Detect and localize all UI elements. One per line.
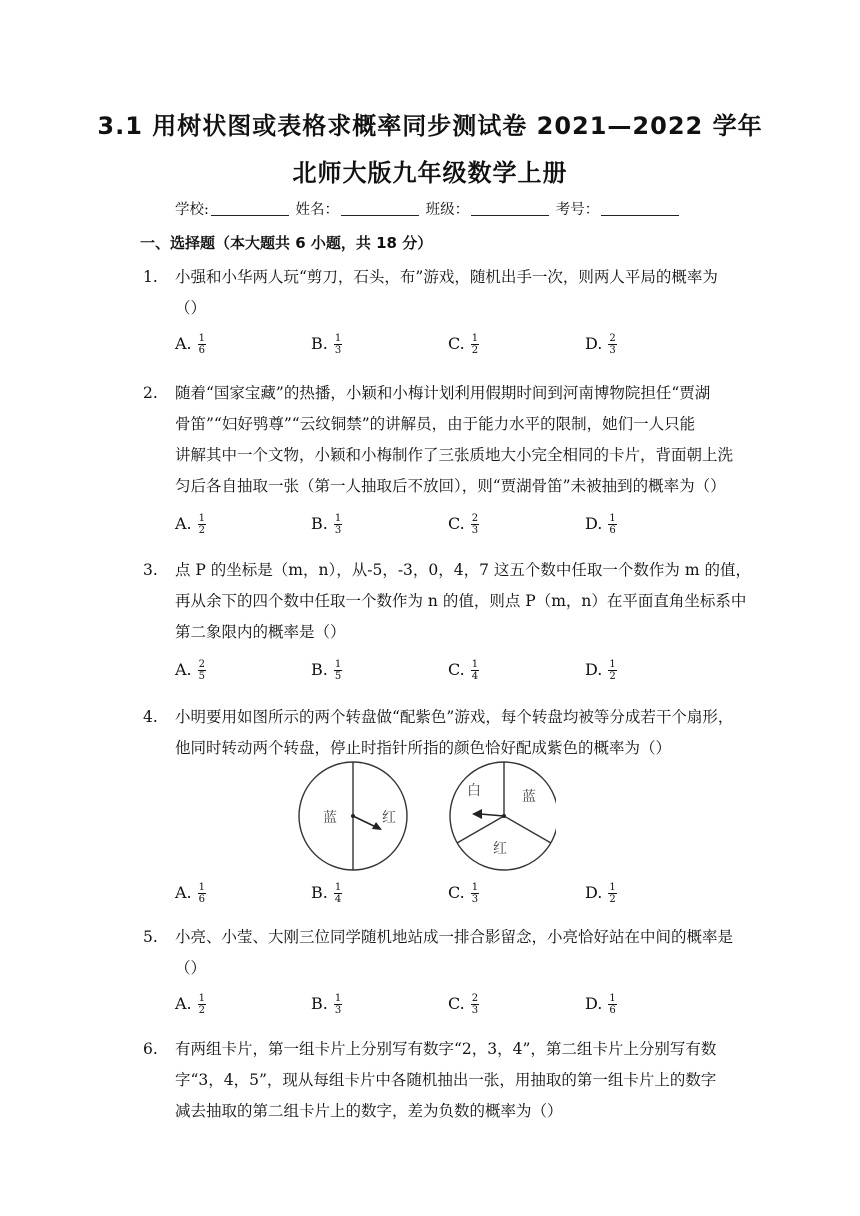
fraction	[608, 882, 616, 905]
denominator: 3	[471, 1005, 479, 1016]
fraction	[471, 882, 479, 905]
option-label: B.	[311, 994, 328, 1013]
question-text-line: 骨笛”“妇好鸮尊”“云纹铜禁”的讲解员，由于能力水平的限制，她们一人只能	[175, 415, 696, 433]
fraction	[471, 659, 479, 682]
fraction	[471, 993, 479, 1016]
option-label: B.	[311, 883, 328, 902]
denominator: 3	[334, 1005, 342, 1016]
denominator: 6	[198, 894, 206, 905]
option-label: B.	[311, 334, 328, 353]
denominator: 3	[471, 525, 479, 536]
school-label: 学校:	[175, 202, 209, 218]
denominator: 3	[334, 345, 342, 356]
fraction	[471, 513, 479, 536]
question-text-line: 字“3，4，5”，现从每组卡片中各随机抽出一张，用抽取的第一组卡片上的数字	[175, 1071, 717, 1089]
numerator: 1	[609, 513, 616, 524]
numerator: 1	[198, 993, 206, 1004]
option-label: A.	[175, 994, 192, 1013]
spinner-figure	[296, 760, 556, 872]
student-info-row	[175, 198, 681, 219]
question-text-line: 随着“国家宝藏”的热播，小颖和小梅计划利用假期时间到河南博物院担任“贾湖	[175, 384, 711, 402]
fraction	[334, 333, 342, 356]
class-blank	[471, 202, 549, 216]
option-b[interactable]	[311, 659, 342, 682]
option-label: D.	[585, 883, 603, 902]
denominator: 2	[198, 1005, 206, 1016]
fraction	[198, 659, 206, 682]
numerator: 1	[471, 882, 479, 893]
option-label: A.	[175, 660, 192, 679]
question-text-line: 小明要用如图所示的两个转盘做“配紫色”游戏，每个转盘均被等分成若干个扇形，	[175, 708, 734, 726]
fraction	[198, 513, 206, 536]
fraction	[608, 659, 616, 682]
numerator: 1	[471, 333, 479, 344]
denominator: 6	[609, 525, 616, 536]
numerator: 2	[198, 659, 206, 670]
option-label: A.	[175, 883, 192, 902]
numerator: 1	[609, 993, 616, 1004]
option-label: D.	[585, 660, 603, 679]
denominator: 6	[609, 1005, 616, 1016]
class-label: 班级：	[425, 202, 470, 218]
option-label: C.	[448, 994, 465, 1013]
option-a[interactable]	[175, 513, 206, 536]
question-text-line: （）	[175, 959, 207, 977]
spinner-2-label-blue: 蓝	[522, 789, 536, 805]
option-label: A.	[175, 334, 192, 353]
numerator: 1	[198, 513, 206, 524]
question-text-line: 再从余下的四个数中任取一个数作为 n 的值，则点 P（m，n）在平面直角坐标系中	[175, 592, 747, 610]
spinner-1-center	[351, 814, 355, 818]
question-text-line: 减去抽取的第二组卡片上的数字，差为负数的概率为（）	[175, 1102, 563, 1120]
fraction	[608, 993, 616, 1016]
spinner-1	[299, 762, 407, 870]
numerator: 1	[471, 659, 479, 670]
denominator: 2	[471, 345, 479, 356]
question-number: 4.	[143, 708, 158, 726]
numerator: 1	[334, 513, 342, 524]
option-b[interactable]	[311, 993, 342, 1016]
fraction	[198, 993, 206, 1016]
denominator: 5	[198, 671, 206, 682]
option-d[interactable]	[585, 513, 617, 536]
question-text-line: 讲解其中一个文物，小颖和小梅制作了三张质地大小完全相同的卡片，背面朝上洗	[175, 446, 734, 464]
fraction	[608, 333, 616, 356]
denominator: 4	[334, 894, 342, 905]
numerator: 1	[334, 882, 342, 893]
option-label: D.	[585, 334, 603, 353]
option-a[interactable]	[175, 882, 206, 905]
option-c[interactable]	[448, 659, 479, 682]
option-a[interactable]	[175, 993, 206, 1016]
fraction	[198, 882, 206, 905]
question-text-line: 他同时转动两个转盘，停止时指针所指的颜色恰好配成紫色的概率为（）	[175, 739, 672, 757]
numerator: 2	[471, 513, 479, 524]
spinner-2-center	[502, 814, 506, 818]
exam-number-label: 考号：	[555, 202, 600, 218]
fraction	[471, 333, 479, 356]
spinner-2-pointer	[480, 814, 504, 816]
option-label: A.	[175, 514, 192, 533]
option-b[interactable]	[311, 513, 342, 536]
exam-title-line1: 3.1 用树状图或表格求概率同步测试卷 2021—2022 学年	[97, 112, 763, 140]
name-label: 姓名：	[295, 202, 339, 218]
option-d[interactable]	[585, 882, 617, 905]
name-blank	[341, 202, 419, 216]
option-label: C.	[448, 514, 465, 533]
spinner-1-label-blue: 蓝	[323, 810, 337, 826]
option-label: C.	[448, 883, 465, 902]
fraction	[198, 333, 206, 356]
denominator: 2	[609, 894, 616, 905]
option-label: D.	[585, 994, 603, 1013]
denominator: 3	[334, 525, 342, 536]
numerator: 1	[198, 882, 206, 893]
numerator: 2	[609, 333, 616, 344]
fraction	[334, 513, 342, 536]
denominator: 2	[609, 671, 616, 682]
option-label: B.	[311, 514, 328, 533]
option-c[interactable]	[448, 993, 479, 1016]
spinner-2	[450, 762, 556, 870]
spinner-2-label-white: 白	[467, 783, 481, 799]
spinner-1-label-red: 红	[382, 810, 396, 826]
numerator: 1	[334, 993, 342, 1004]
numerator: 2	[471, 993, 479, 1004]
option-label: B.	[311, 660, 328, 679]
question-text-line: 小强和小华两人玩“剪刀，石头，布”游戏，随机出手一次，则两人平局的概率为	[175, 268, 718, 286]
question-number: 1.	[143, 268, 158, 286]
question-number: 6.	[143, 1040, 158, 1058]
exam-title-line2: 北师大版九年级数学上册	[292, 159, 568, 187]
school-blank	[211, 202, 289, 216]
question-number: 3.	[143, 561, 158, 579]
spinner-2-divider	[457, 816, 504, 843]
option-c[interactable]	[448, 333, 479, 356]
question-text-line: 匀后各自抽取一张（第一人抽取后不放回），则“贾湖骨笛”未被抽到的概率为（）	[175, 477, 726, 495]
numerator: 1	[334, 333, 342, 344]
numerator: 1	[609, 882, 616, 893]
option-label: D.	[585, 514, 603, 533]
question-number: 2.	[143, 384, 158, 402]
question-text-line: （）	[175, 299, 207, 317]
denominator: 6	[198, 345, 206, 356]
numerator: 1	[198, 333, 206, 344]
question-text-line: 第二象限内的概率是（）	[175, 623, 346, 641]
numerator: 1	[334, 659, 342, 670]
option-c[interactable]	[448, 882, 479, 905]
fraction	[334, 659, 342, 682]
section-title: 一、选择题（本大题共 6 小题，共 18 分）	[140, 234, 433, 252]
option-label: C.	[448, 334, 465, 353]
denominator: 4	[471, 671, 479, 682]
option-b[interactable]	[311, 333, 342, 356]
denominator: 5	[334, 671, 342, 682]
spinner-2-divider	[504, 816, 551, 843]
spinner-2-label-red: 红	[493, 841, 507, 857]
denominator: 3	[471, 894, 479, 905]
exam-number-blank	[601, 202, 679, 216]
fraction	[334, 993, 342, 1016]
fraction	[334, 882, 342, 905]
question-text-line: 有两组卡片，第一组卡片上分别写有数字“2，3，4”，第二组卡片上分别写有数	[175, 1040, 717, 1058]
question-text-line: 小亮、小莹、大刚三位同学随机地站成一排合影留念，小亮恰好站在中间的概率是	[175, 928, 734, 946]
option-a[interactable]	[175, 333, 206, 356]
option-d[interactable]	[585, 333, 617, 356]
option-label: C.	[448, 660, 465, 679]
option-b[interactable]	[311, 882, 342, 905]
denominator: 2	[198, 525, 206, 536]
fraction	[608, 513, 616, 536]
question-number: 5.	[143, 928, 158, 946]
numerator: 1	[609, 659, 616, 670]
option-c[interactable]	[448, 513, 479, 536]
option-a[interactable]	[175, 659, 206, 682]
option-d[interactable]	[585, 659, 617, 682]
denominator: 3	[609, 345, 616, 356]
arrow-icon	[472, 809, 482, 819]
question-text-line: 点 P 的坐标是（m，n），从-5，-3，0，4，7 这五个数中任取一个数作为 m 的值，	[175, 561, 751, 579]
option-d[interactable]	[585, 993, 617, 1016]
